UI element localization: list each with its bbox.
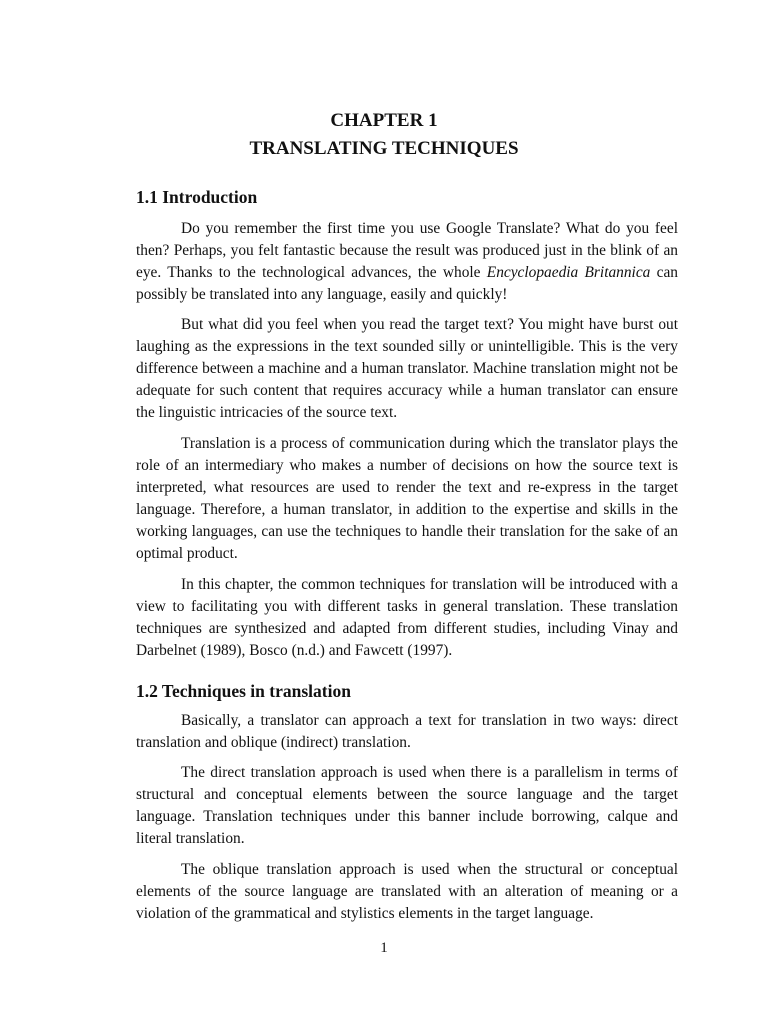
paragraph-text: can possibly be translated into any language, easily and quickly! (136, 264, 678, 303)
paragraph-text: Do you remember the first time you use Google Translate? What do you feel then? Perhaps, you felt fantastic because the result was produced just in the blink of an eye. Thanks to the technological advances, the whole (136, 220, 678, 281)
section-heading-techniques: 1.2 Techniques in translation (136, 681, 351, 701)
paragraph-intro-2: But what did you feel when you read the target text? You might have burst out laughing as the expressions in the text sounded silly or unintelligible. This is the very difference between a machine and a human translator. Machine translation might not be adequate for such content that requires accuracy while a human translator can ensure the linguistic intricacies of the source text. (136, 316, 678, 421)
paragraph-intro-4: In this chapter, the common techniques for translation will be introduced with a view to facilitating you with different tasks in general translation. These translation techniques are synthesized and adapted from different studies, including Vinay and Darbelnet (1989), Bosco (n.d.) and Fawcett (1997). (136, 576, 678, 659)
paragraph-techniques-2: The direct translation approach is used when there is a parallelism in terms of structural and conceptual elements between the source language and the target language. Translation techniques under this banner include borrowing, calque and literal translation. (136, 764, 678, 847)
chapter-number: CHAPTER 1 (330, 110, 438, 131)
chapter-title: TRANSLATING TECHNIQUES (249, 138, 519, 159)
paragraph-techniques-1: Basically, a translator can approach a text for translation in two ways: direct translation and oblique (indirect) translation. (136, 712, 678, 751)
paragraph-intro-1 (136, 218, 678, 306)
page-number: 1 (380, 940, 388, 956)
section-heading-introduction: 1.1 Introduction (136, 187, 258, 207)
paragraph-techniques-3: The oblique translation approach is used when the structural or conceptual elements of the source language are translated with an alteration of meaning or a violation of the grammatical and stylistics elements in the target language. (136, 861, 678, 922)
paragraph-intro-3: Translation is a process of communication during which the translator plays the role of an intermediary who makes a number of decisions on how the source text is interpreted, what resources are used to render the text and re-express in the target language. Therefore, a human translator, in addition to the expertise and skills in the working languages, can use the techniques to handle their translation for the sake of an optimal product. (136, 435, 678, 562)
book-title-emphasis: Encyclopaedia Britannica (486, 264, 651, 281)
